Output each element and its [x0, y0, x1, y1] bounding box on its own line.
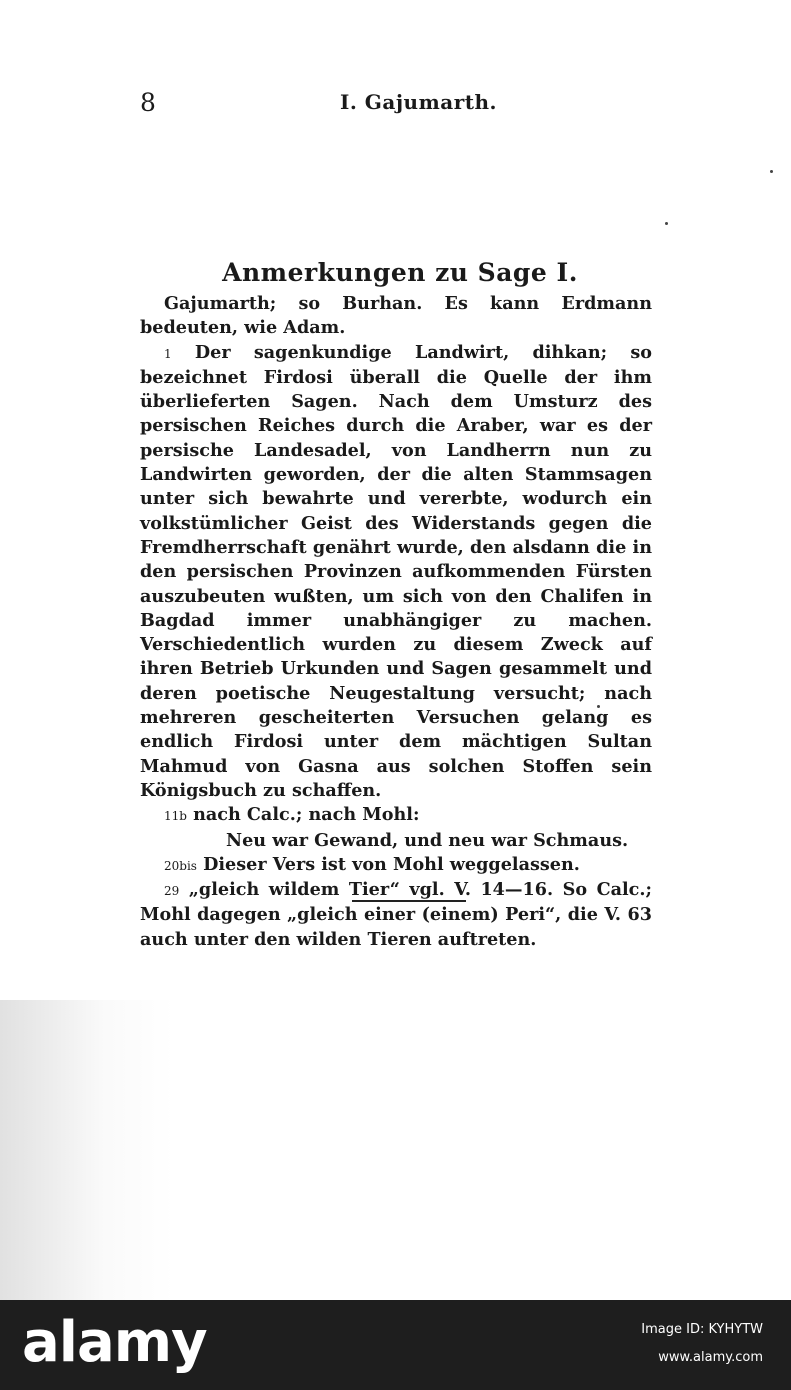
- note-text: „gleich wildem Tier“ vgl. V. 14—16. So Calc.; Mohl dagegen „gleich einer (einem) Peri“, die V. 63 auch unter den wilden Tieren auftreten.: [140, 879, 652, 950]
- intro-paragraph: Gajumarth; so Burhan. Es kann Erdmann bedeuten, wie Adam.: [140, 293, 652, 339]
- notes-body: [140, 292, 652, 952]
- speck: [665, 222, 668, 225]
- note-number: 1: [164, 346, 172, 361]
- quoted-verse: Neu war Gewand, und neu war Schmaus.: [226, 829, 629, 851]
- site-url: www.alamy.com: [658, 1350, 763, 1365]
- note-number: 20bis: [164, 858, 197, 873]
- note-number: 11b: [164, 809, 187, 824]
- note-text: Dieser Vers ist von Mohl weggelassen.: [203, 853, 580, 875]
- running-head: I. Gajumarth.: [340, 90, 497, 114]
- note-text: nach Calc.; nach Mohl:: [193, 804, 420, 826]
- page-header: [140, 88, 660, 120]
- note-1: [140, 341, 652, 804]
- note-11b: [140, 803, 652, 828]
- image-id: Image ID: KYHYTW: [641, 1322, 763, 1337]
- section-divider: [352, 900, 466, 902]
- watermark-bar: [0, 1300, 791, 1390]
- note-29: [140, 878, 652, 952]
- note-number: 29: [164, 884, 180, 899]
- note-20bis: [140, 853, 652, 878]
- brand-logo: alamy: [22, 1310, 207, 1375]
- section-title: Anmerkungen zu Sage I.: [222, 258, 578, 287]
- note-text: Der sagenkundige Landwirt, dihkan; so bezeichnet Firdosi überall die Quelle der ihm überlieferten Sagen. Nach dem Umsturz des persischen Reiches durch die Araber, war es der persische Landesadel, von Landherrn nun zu Landwirten geworden, der die alten Stammsagen unter sich bewahrte und vererbte, wodurch ein volkstümlicher Geist des Widerstands gegen die Fremdherrschaft genährt wurde, den alsdann die in den persischen Provinzen aufkommenden Fürsten auszubeuten wußten, um sich von den Chalifen in Bagdad immer unabhängiger zu machen. Verschiedentlich wurden zu diesem Zweck auf ihren Betrieb Urkunden und Sagen gesammelt und deren poetische Neugestaltung versucht; nach mehreren gescheiterten Versuchen gelang es endlich Firdosi unter dem mächtigen Sultan Mahmud von Gasna aus solchen Stoffen sein Königsbuch zu schaffen.: [140, 341, 652, 801]
- scan-shadow: [0, 1000, 175, 1300]
- page-number: 8: [140, 88, 156, 117]
- speck: [770, 170, 773, 173]
